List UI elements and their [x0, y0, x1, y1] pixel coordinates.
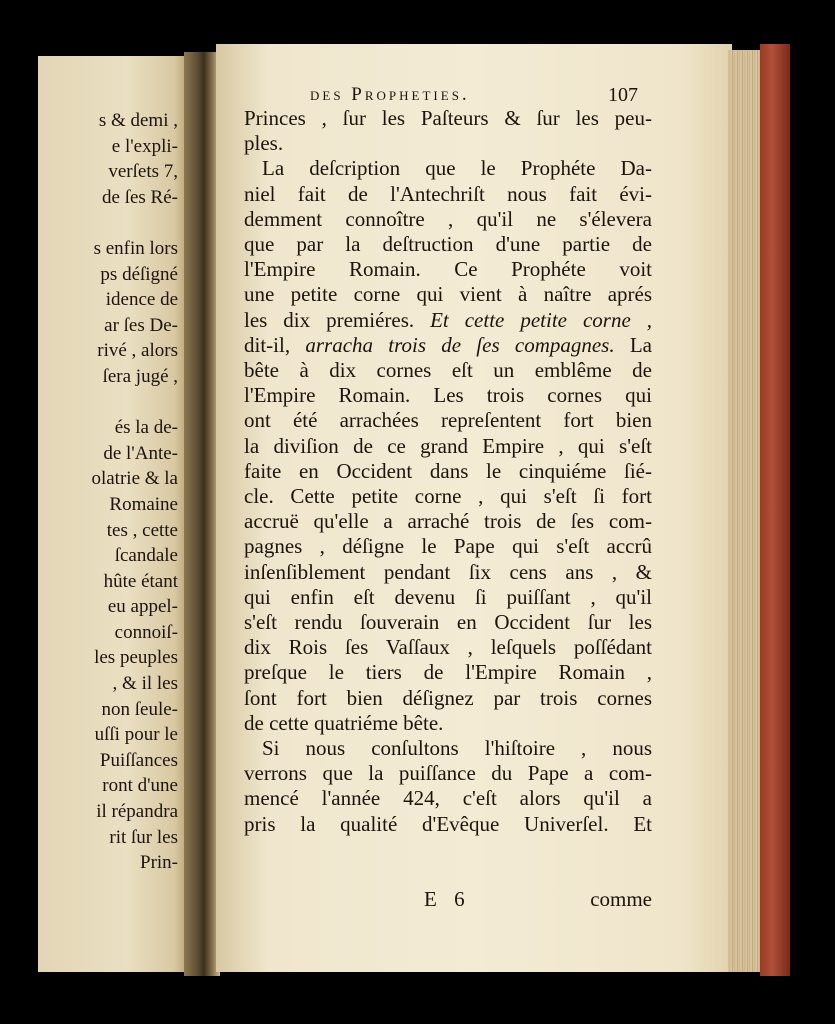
text-line: cle. Cette petite corne , qui s'eſt ſi fort — [244, 484, 652, 509]
page-header — [216, 84, 732, 108]
text-line: , & il les — [112, 673, 178, 695]
text-line: s'eſt rendu ſouverain en Occident ſur les — [244, 610, 652, 635]
text-line: eu appel- — [107, 596, 178, 618]
text-line-mixed — [244, 308, 652, 333]
text-line: non ſeule- — [101, 698, 178, 720]
text-line: ſcandale — [114, 545, 178, 567]
text-line: olatrie & la — [91, 468, 178, 490]
running-title: des Propheties. — [310, 84, 470, 105]
text-line: demment connoître , qu'il ne s'élevera — [244, 206, 652, 231]
text-line: La deſcription que le Prophéte Da- — [262, 156, 652, 181]
text-line: preſque le tiers de l'Empire Romain , — [244, 660, 652, 685]
body-text — [244, 106, 652, 837]
text-fragment: dit-il, — [244, 332, 291, 357]
text-line: Princes , ſur les Paſteurs & ſur les peu- — [244, 106, 652, 130]
text-line: l'Empire Romain. Ce Prophéte voit — [244, 257, 652, 282]
text-line: une petite corne qui vient à naître aprés — [244, 282, 652, 307]
text-line: de cette quatriéme bête. — [244, 710, 444, 735]
italic-quote: arracha trois de ſes compagnes. — [305, 332, 615, 357]
text-line: accruë qu'elle a arraché trois de ſes com- — [244, 509, 652, 534]
text-line: inſenſiblement pendant ſix cens ans , & — [244, 559, 652, 584]
text-line: mencé l'année 424, c'eſt alors qu'il a — [244, 786, 652, 811]
text-line: niel fait de l'Antechriſt nous fait évi- — [244, 181, 652, 206]
text-line: s enfin lors — [93, 237, 178, 259]
text-line — [38, 210, 178, 236]
text-line: faite en Occident dans le cinquiéme ſié- — [244, 458, 652, 483]
text-line: l'Empire Romain. Les trois cornes qui — [244, 383, 652, 408]
text-line: verrons que la puiſſance du Pape a com- — [244, 761, 652, 786]
text-line: e l'expli- — [111, 135, 178, 157]
text-line: Si nous conſultons l'hiſtoire , nous — [262, 736, 652, 761]
text-line — [38, 390, 178, 416]
text-line: bête à dix cornes eſt un emblême de — [244, 358, 652, 383]
text-line: rivé , alors — [97, 340, 178, 362]
text-line: Puiſſances — [99, 749, 178, 771]
text-line: Prin- — [140, 852, 178, 874]
text-line: la diviſion de ce grand Empire , qui s'eſt — [244, 433, 652, 458]
text-line: verſets 7, — [108, 161, 178, 183]
catchword: comme — [590, 887, 652, 911]
page-footer — [244, 887, 652, 913]
text-fragment: les dix premiéres. — [244, 307, 415, 332]
text-line: Romaine — [109, 493, 178, 515]
text-line: ſera jugé , — [102, 365, 178, 387]
left-page-text — [38, 108, 178, 876]
text-line: de l'Ante- — [103, 442, 178, 464]
text-line: rit ſur les — [109, 826, 178, 848]
red-cover-edge — [760, 44, 790, 976]
page-number: 107 — [608, 84, 638, 106]
text-line: pris la qualité d'Evêque Univerſel. Et — [244, 811, 652, 836]
text-line: il répandra — [96, 801, 178, 823]
text-line: ps déſigné — [100, 263, 178, 285]
text-line: connoiſ- — [114, 621, 178, 643]
text-line-mixed — [244, 333, 652, 358]
text-line: idence de — [105, 289, 178, 311]
right-page — [216, 44, 732, 972]
text-line: s & demi , — [98, 110, 178, 131]
book-gutter — [184, 52, 220, 976]
open-book — [38, 44, 790, 976]
italic-quote: Et cette petite corne , — [430, 307, 652, 332]
text-fragment: La — [629, 332, 653, 357]
text-line: pagnes , déſigne le Pape qui s'eſt accrû — [244, 534, 652, 559]
text-line: ront d'une — [102, 775, 178, 797]
text-line: ſont fort bien déſignez par trois cornes — [244, 685, 652, 710]
text-line: que par la deſtruction d'une partie de — [244, 232, 652, 257]
text-line: ont été arrachées repreſentent fort bien — [244, 408, 652, 433]
left-page — [38, 56, 186, 972]
text-line: tes , cette — [106, 519, 178, 541]
text-line: ar ſes De- — [104, 314, 178, 336]
text-line: dix Rois ſes Vaſſaux , leſquels poſſédant — [244, 635, 652, 660]
signature-mark: E 6 — [424, 887, 471, 911]
text-line: uſſi pour le — [94, 724, 178, 746]
text-line: de ſes Ré- — [102, 186, 178, 208]
text-line: qui enfin eſt devenu ſi puiſſant , qu'il — [244, 584, 652, 609]
text-line: ples. — [244, 131, 284, 156]
text-line: és la de- — [114, 417, 178, 439]
text-line: hûte étant — [103, 570, 178, 592]
text-line: les peuples — [94, 647, 178, 669]
